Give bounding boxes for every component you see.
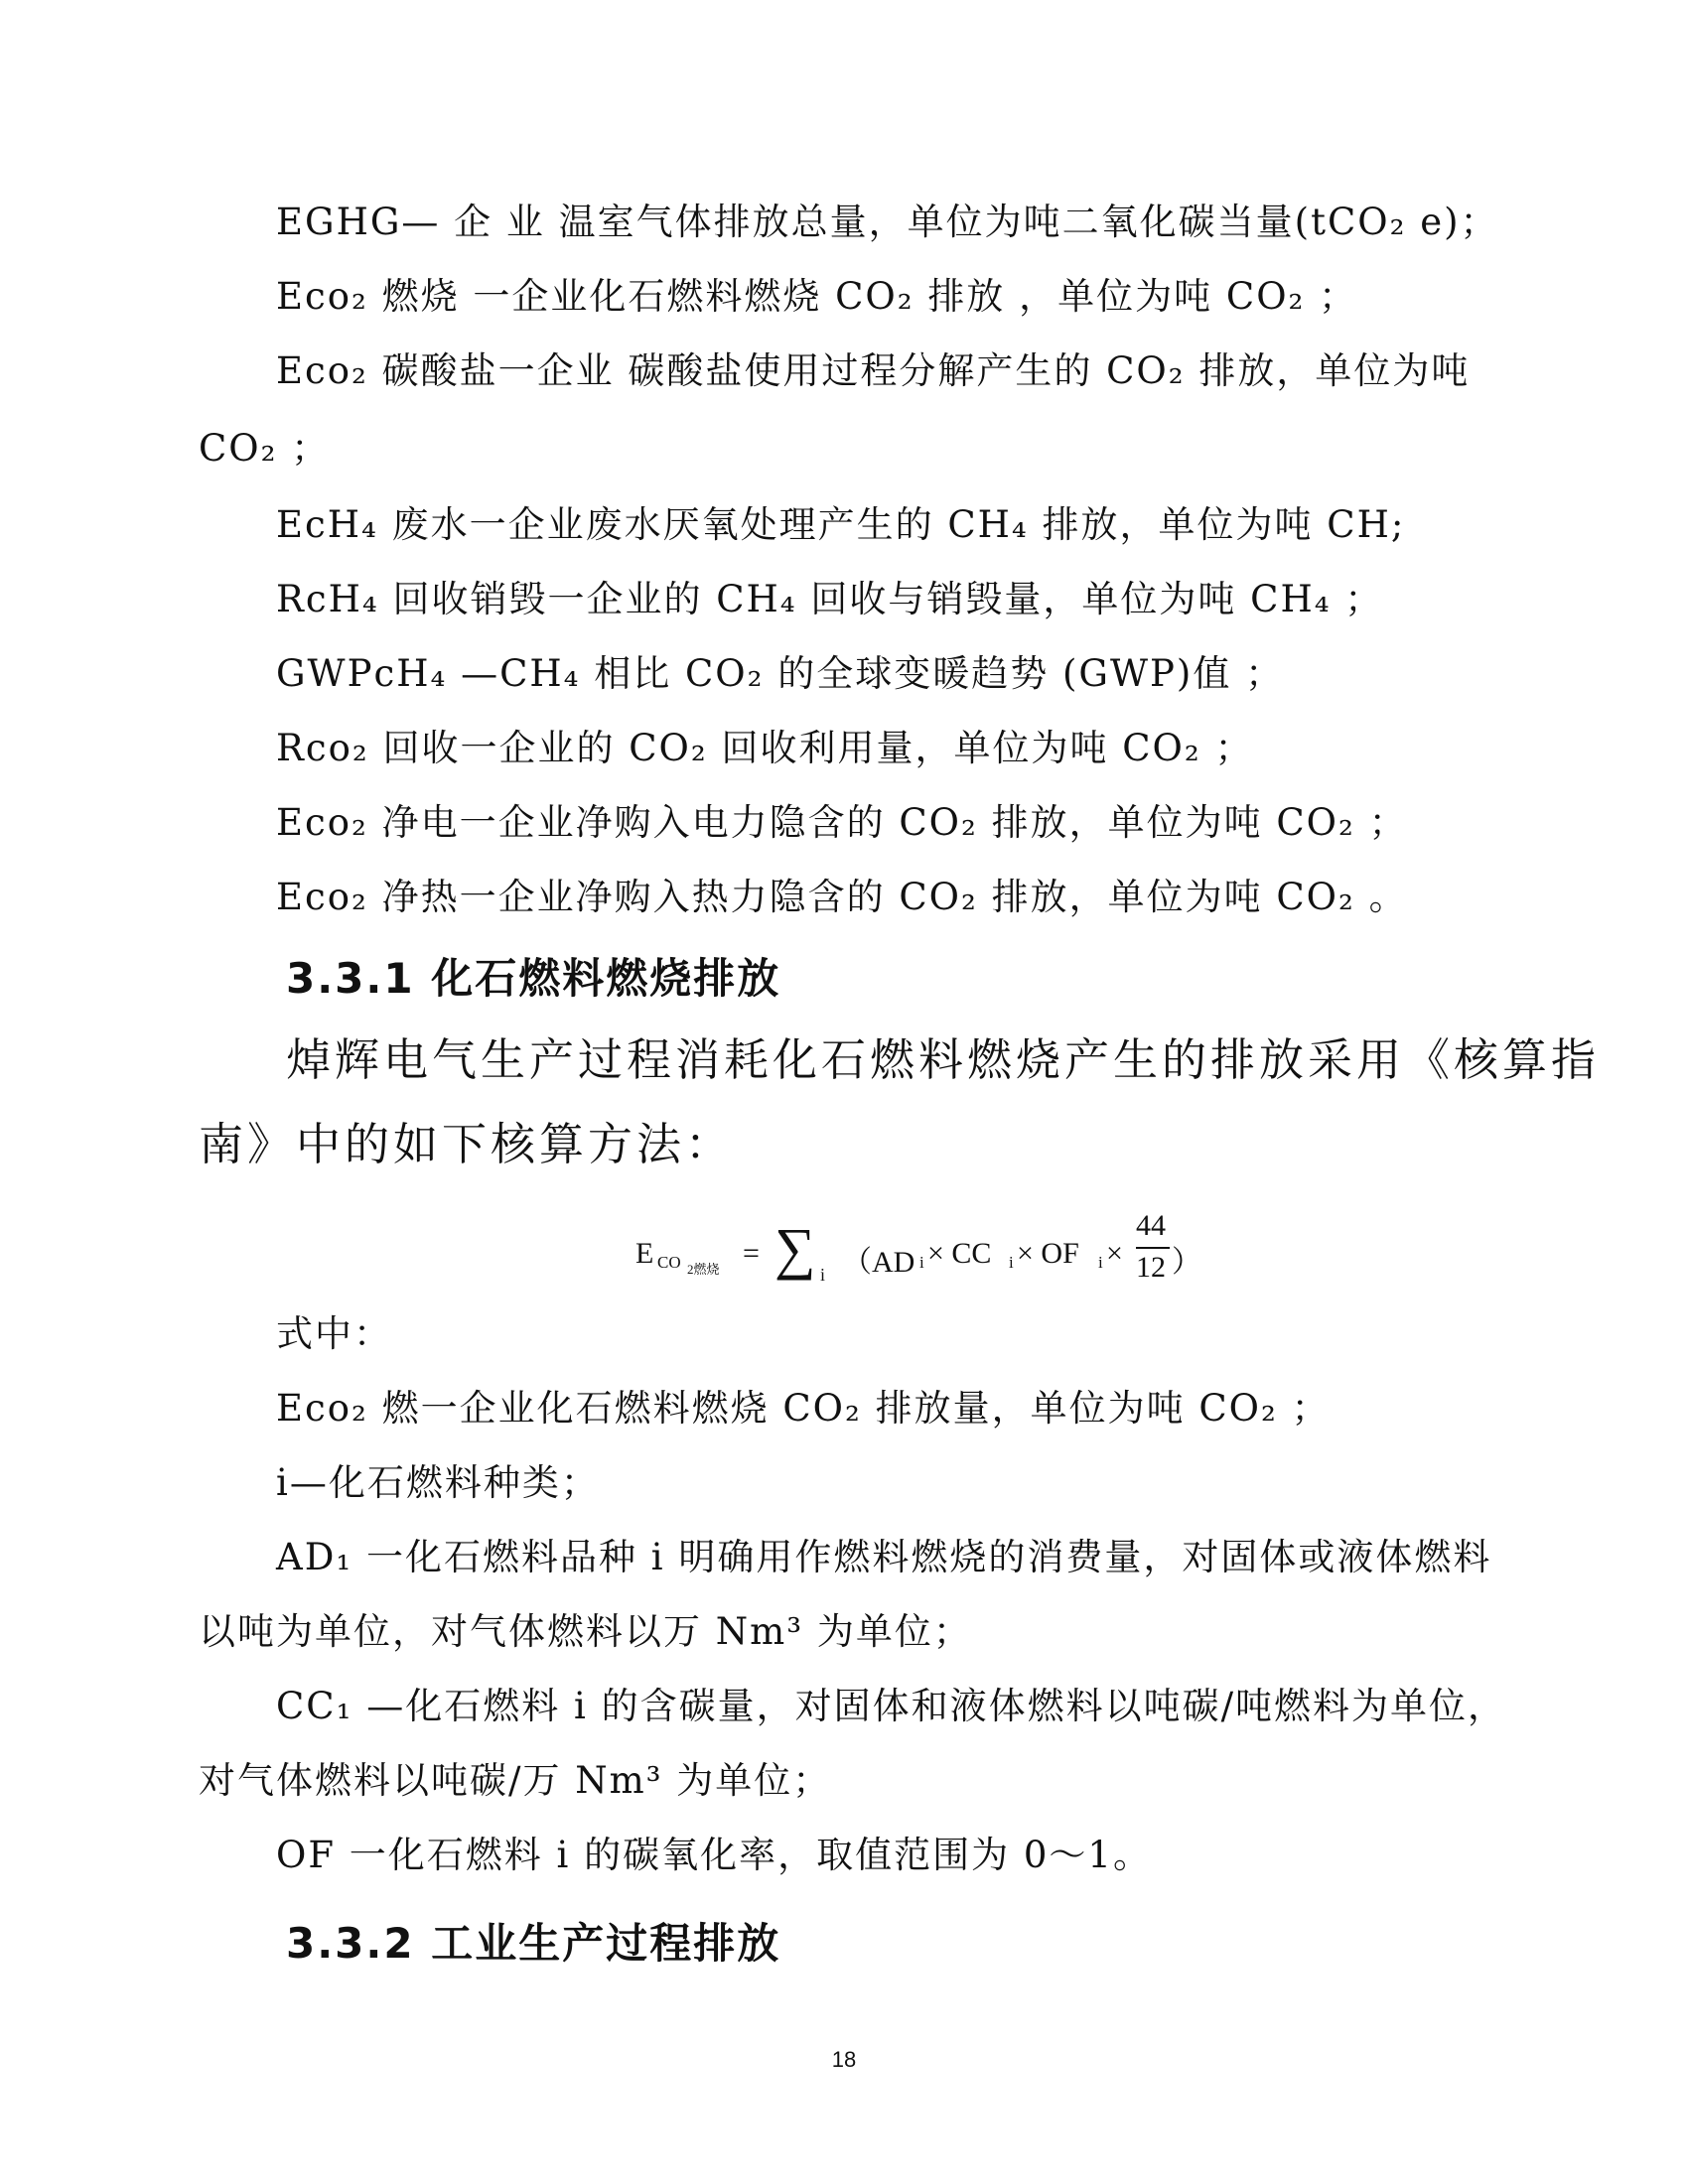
- where-line: 对气体燃料以吨碳/万 Nm³ 为单位；: [199, 1759, 832, 1802]
- formula-term: × CC: [927, 1237, 992, 1270]
- formula-lhs: E: [635, 1237, 654, 1270]
- formula-lhs-subscript: CO: [657, 1253, 681, 1272]
- definition-line: Eco₂ 净热一企业净购入热力隐含的 CO₂ 排放，单位为吨 CO₂ 。: [276, 876, 1408, 918]
- where-line: Eco₂ 燃一企业化石燃料燃烧 CO₂ 排放量，单位为吨 CO₂ ；: [276, 1387, 1331, 1430]
- paragraph-line: 焯辉电气生产过程消耗化石燃料燃烧产生的排放采用《核算指: [286, 1033, 1601, 1086]
- fraction-bar: [1136, 1247, 1170, 1249]
- formula-subscript: i: [1098, 1253, 1103, 1272]
- formula-term: × OF: [1017, 1237, 1079, 1270]
- definition-line: RcH₄ 回收销毁一企业的 CH₄ 回收与销毁量，单位为吨 CH₄ ；: [276, 578, 1384, 620]
- definition-line: GWPcH₄ —CH₄ 相比 CO₂ 的全球变暖趋势 (GWP)值 ；: [276, 652, 1285, 695]
- where-line: 以吨为单位，对气体燃料以万 Nm³ 为单位；: [199, 1610, 972, 1653]
- where-line: 式中：: [276, 1312, 392, 1355]
- sum-symbol: ∑: [774, 1216, 816, 1281]
- definition-line: Rco₂ 回收一企业的 CO₂ 回收利用量，单位为吨 CO₂ ；: [276, 727, 1254, 769]
- definition-line: CO₂ ；: [199, 427, 331, 470]
- formula-lhs-subscript: 2燃烧: [687, 1262, 720, 1277]
- paragraph-line: 南》中的如下核算方法：: [199, 1118, 735, 1170]
- where-line: OF 一化石燃料 i 的碳氧化率，取值范围为 0～1。: [276, 1834, 1152, 1876]
- formula-close: ）: [1172, 1246, 1201, 1279]
- emission-formula: [635, 1209, 1201, 1298]
- definition-line: EGHG— 企 业 温室气体排放总量，单位为吨二氧化碳当量(tCO₂ e)；: [276, 201, 1499, 243]
- definition-line: Eco₂ 燃烧 一企业化石燃料燃烧 CO₂ 排放 ，单位为吨 CO₂ ；: [276, 275, 1358, 318]
- formula-subscript: i: [1009, 1253, 1014, 1272]
- section-heading: 3.3.2 工业生产过程排放: [286, 1919, 781, 1968]
- formula-term: （AD: [842, 1246, 915, 1279]
- fraction-numerator: 44: [1136, 1209, 1166, 1242]
- formula-subscript: i: [919, 1253, 924, 1272]
- definition-line: Eco₂ 碳酸盐一企业 碳酸盐使用过程分解产生的 CO₂ 排放，单位为吨: [276, 349, 1471, 392]
- definition-line: EcH₄ 废水一企业废水厌氧处理产生的 CH₄ 排放，单位为吨 CH;: [276, 503, 1406, 546]
- where-line: CC₁ —化石燃料 i 的含碳量，对固体和液体燃料以吨碳/吨燃料为单位，: [276, 1685, 1507, 1727]
- page-number: 18: [831, 2047, 857, 2072]
- section-heading: 3.3.1 化石燃料燃烧排放: [286, 954, 781, 1003]
- formula-equals: =: [743, 1237, 760, 1270]
- definition-line: Eco₂ 净电一企业净购入电力隐含的 CO₂ 排放，单位为吨 CO₂ ；: [276, 801, 1408, 844]
- formula-term: ×: [1106, 1237, 1123, 1270]
- sum-index: i: [820, 1265, 826, 1285]
- where-line: AD₁ 一化石燃料品种 i 明确用作燃料燃烧的消费量，对固体或液体燃料: [276, 1536, 1492, 1578]
- where-line: i—化石燃料种类；: [276, 1461, 600, 1504]
- fraction-denominator: 12: [1136, 1251, 1166, 1284]
